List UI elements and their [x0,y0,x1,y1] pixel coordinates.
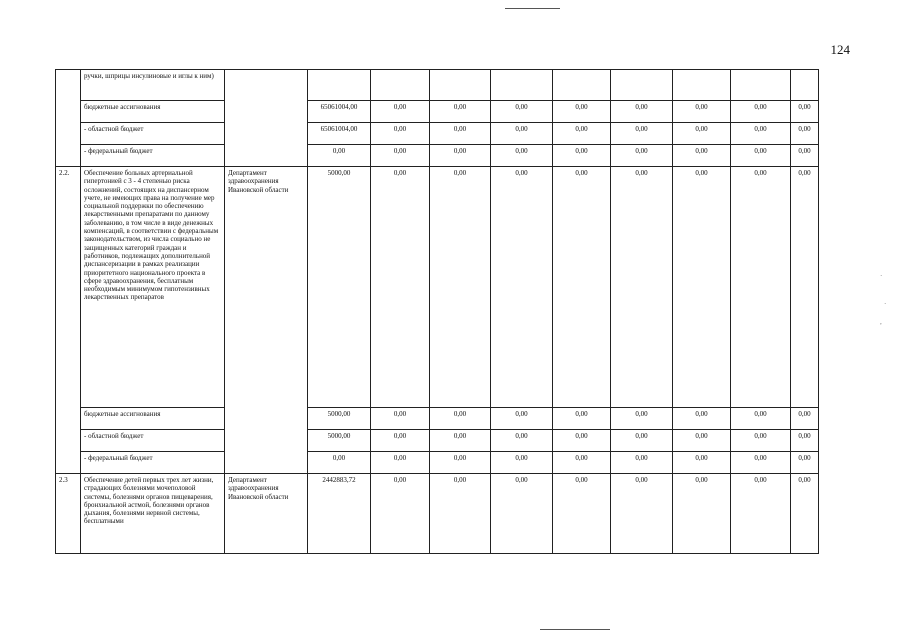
row-name: - областной бюджет [81,430,225,452]
value-cell: 0,00 [430,167,491,408]
value-cell: 0,00 [673,430,731,452]
row-executor: Департамент здравоохранения Ивановской области [225,474,308,554]
value-cell [308,70,371,101]
value-cell: 0,00 [553,474,611,554]
value-cell: 0,00 [491,452,553,474]
value-cell: 0,00 [553,123,611,145]
value-cell: 0,00 [791,101,819,123]
row-executor [225,408,308,430]
value-cell: 0,00 [491,123,553,145]
value-cell: 0,00 [731,452,791,474]
value-cell: 0,00 [371,145,430,167]
value-cell: 0,00 [553,452,611,474]
value-cell: 0,00 [731,167,791,408]
value-cell: 2442883,72 [308,474,371,554]
row-name: бюджетные ассигнования [81,101,225,123]
value-cell: 0,00 [553,430,611,452]
value-cell: 0,00 [731,123,791,145]
table-row [56,474,819,554]
row-id [56,70,81,101]
value-cell: 0,00 [673,167,731,408]
scan-artifact: , [880,318,882,326]
value-cell: 0,00 [611,145,673,167]
value-cell: 0,00 [791,452,819,474]
row-name: Обеспечение детей первых трех лет жизни, страдающих болезнями мочеполовой системы, болезнями органов пищеварения, бронхиальной астмой, болезнями органов дыхания, болезнями нервной системы, бесплатными [81,474,225,554]
row-name: - федеральный бюджет [81,145,225,167]
value-cell: 65061004,00 [308,101,371,123]
row-name: ручки, шприцы инсулиновые и иглы к ним) [81,70,225,101]
value-cell: 0,00 [611,167,673,408]
table-row [56,101,819,123]
row-name: - федеральный бюджет [81,452,225,474]
value-cell: 0,00 [611,101,673,123]
row-executor [225,123,308,145]
value-cell [553,70,611,101]
row-executor [225,452,308,474]
row-id: 2.3 [56,474,81,554]
value-cell: 0,00 [371,167,430,408]
value-cell: 0,00 [430,452,491,474]
row-id [56,123,81,145]
row-id [56,101,81,123]
row-name: - областной бюджет [81,123,225,145]
value-cell: 0,00 [430,123,491,145]
value-cell: 0,00 [553,101,611,123]
value-cell: 0,00 [491,101,553,123]
value-cell: 0,00 [731,474,791,554]
value-cell: 0,00 [791,474,819,554]
value-cell: 5000,00 [308,408,371,430]
table-row [56,167,819,408]
value-cell: 0,00 [673,452,731,474]
value-cell: 0,00 [430,430,491,452]
value-cell: 0,00 [791,408,819,430]
row-id [56,145,81,167]
row-name: Обеспечение больных артериальной гипертонией с 3 - 4 степенью риска осложнений, состоящих на диспансерном учете, не имеющих права на получение мер социальной поддержки по обеспечению лекарственными препаратами по данному заболеванию, в том числе в виде денежных компенсаций, в соответствии с федеральным законодательством, из числа социально не защищенных категорий граждан и работников, подлежащих дополнительной диспансеризации в рамках реализации приоритетного национального проекта в сфере здравоохранения, бесплатным необходимым минимумом гипотензивных лекарственных препаратов [81,167,225,408]
value-cell: 0,00 [791,167,819,408]
value-cell: 0,00 [791,123,819,145]
row-executor [225,430,308,452]
value-cell [673,70,731,101]
table-row [56,430,819,452]
value-cell: 0,00 [791,430,819,452]
value-cell: 0,00 [673,145,731,167]
top-scan-line [505,8,560,9]
value-cell: 0,00 [731,408,791,430]
row-id [56,430,81,452]
value-cell: 0,00 [611,123,673,145]
value-cell [430,70,491,101]
value-cell: 0,00 [611,474,673,554]
value-cell: 0,00 [731,101,791,123]
row-executor: Департамент здравоохранения Ивановской области [225,167,308,408]
value-cell: 0,00 [611,430,673,452]
row-id: 2.2. [56,167,81,408]
value-cell: 0,00 [731,145,791,167]
table-row [56,70,819,101]
value-cell: 0,00 [673,101,731,123]
row-executor [225,145,308,167]
value-cell: 0,00 [371,101,430,123]
value-cell: 0,00 [491,167,553,408]
value-cell [611,70,673,101]
value-cell: 0,00 [673,123,731,145]
value-cell: 0,00 [553,145,611,167]
row-executor [225,101,308,123]
value-cell: 0,00 [611,452,673,474]
value-cell: 0,00 [491,430,553,452]
value-cell: 0,00 [791,145,819,167]
value-cell: 0,00 [553,408,611,430]
value-cell [731,70,791,101]
value-cell: 0,00 [430,145,491,167]
value-cell: 0,00 [491,145,553,167]
value-cell [491,70,553,101]
value-cell: 5000,00 [308,167,371,408]
row-id [56,408,81,430]
value-cell: 0,00 [371,123,430,145]
page-number: 124 [830,42,850,57]
value-cell: 0,00 [430,408,491,430]
budget-table [55,69,819,554]
value-cell: 0,00 [371,474,430,554]
table-row [56,145,819,167]
value-cell: 0,00 [430,474,491,554]
value-cell: 0,00 [491,474,553,554]
row-id [56,452,81,474]
value-cell: 0,00 [491,408,553,430]
scan-artifact: · [884,300,887,308]
value-cell: 5000,00 [308,430,371,452]
value-cell: 0,00 [308,145,371,167]
value-cell: 0,00 [371,430,430,452]
value-cell: 0,00 [553,167,611,408]
value-cell: 0,00 [430,101,491,123]
value-cell: 0,00 [611,408,673,430]
table-row [56,408,819,430]
value-cell: 0,00 [731,430,791,452]
row-executor [225,70,308,101]
table-row [56,123,819,145]
value-cell [791,70,819,101]
row-name: бюджетные ассигнования [81,408,225,430]
value-cell: 0,00 [673,474,731,554]
value-cell [371,70,430,101]
value-cell: 0,00 [371,408,430,430]
table-row [56,452,819,474]
value-cell: 0,00 [371,452,430,474]
scan-artifact: · [880,272,883,280]
bottom-scan-line [540,629,610,630]
value-cell: 65061004,00 [308,123,371,145]
value-cell: 0,00 [308,452,371,474]
value-cell: 0,00 [673,408,731,430]
